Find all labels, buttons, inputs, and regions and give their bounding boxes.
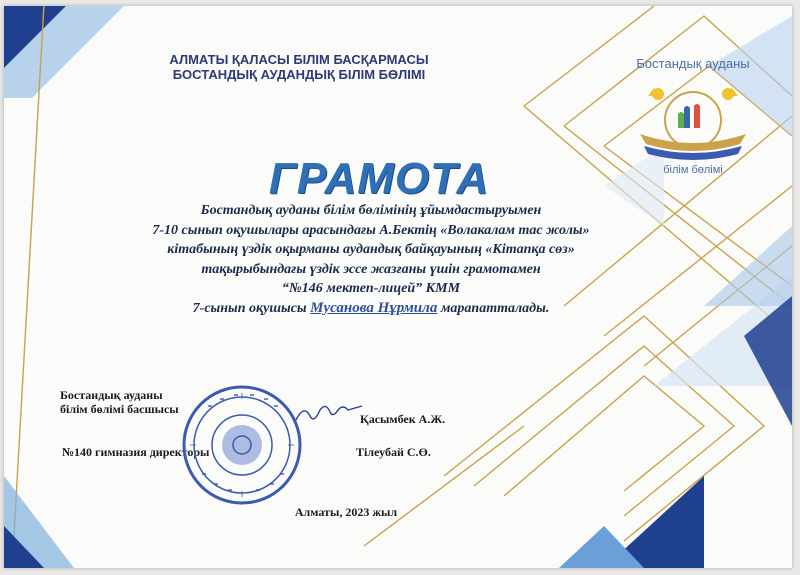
- header-line-1: АЛМАТЫ ҚАЛАСЫ БІЛІМ БАСҚАРМАСЫ: [169, 52, 429, 67]
- award-line-1: Бостандық ауданы білім бөлімінің ұйымдастыруымен: [200, 203, 542, 218]
- place-and-year: Алматы, 2023 жыл: [294, 505, 398, 519]
- certificate-title: ГРАМОТА: [268, 154, 490, 203]
- award-line-5: “№146 мектеп-лицей” КММ: [281, 281, 461, 296]
- award-line-2: 7-10 сынып оқушылары арасындағы А.Бектің «Волакалам тас жолы»: [152, 222, 590, 238]
- signatory-1-name: Қасымбек А.Ж.: [360, 412, 446, 426]
- header-line-2: БОСТАНДЫҚ АУДАНДЫҚ БІЛІМ БӨЛІМІ: [172, 67, 426, 82]
- issuer-header: [154, 52, 444, 82]
- logo-bottom-text: білім бөлімі: [663, 164, 723, 176]
- handwritten-signature-icon: [294, 400, 364, 430]
- certificate-sheet: [4, 6, 792, 568]
- signatory-2-title: №140 гимназия директоры: [62, 445, 210, 459]
- signatory-1-line-1: Бостандық ауданы: [60, 388, 163, 402]
- award-text: [96, 201, 646, 318]
- award-line-4: тақырыбындағы үздік эссе жазғаны үшін грамотамен: [201, 261, 541, 277]
- award-line-6-suffix: марапатталады.: [437, 300, 550, 316]
- award-line-6: [96, 299, 646, 319]
- district-logo: [618, 56, 768, 191]
- student-name: Мусанова Нұрмила: [310, 299, 438, 316]
- signatory-2-name: Тілеубай С.Ө.: [356, 445, 431, 459]
- logo-top-text: Бостандық ауданы: [636, 56, 750, 71]
- official-seal-icon: [180, 383, 304, 507]
- award-line-6-prefix: 7-сынып оқушысы: [192, 300, 311, 316]
- award-line-3: кітабының үздік оқырманы аудандық байқауының «Кітапқа сөз»: [167, 242, 575, 257]
- signatory-1-line-2: білім бөлімі басшысы: [60, 402, 179, 416]
